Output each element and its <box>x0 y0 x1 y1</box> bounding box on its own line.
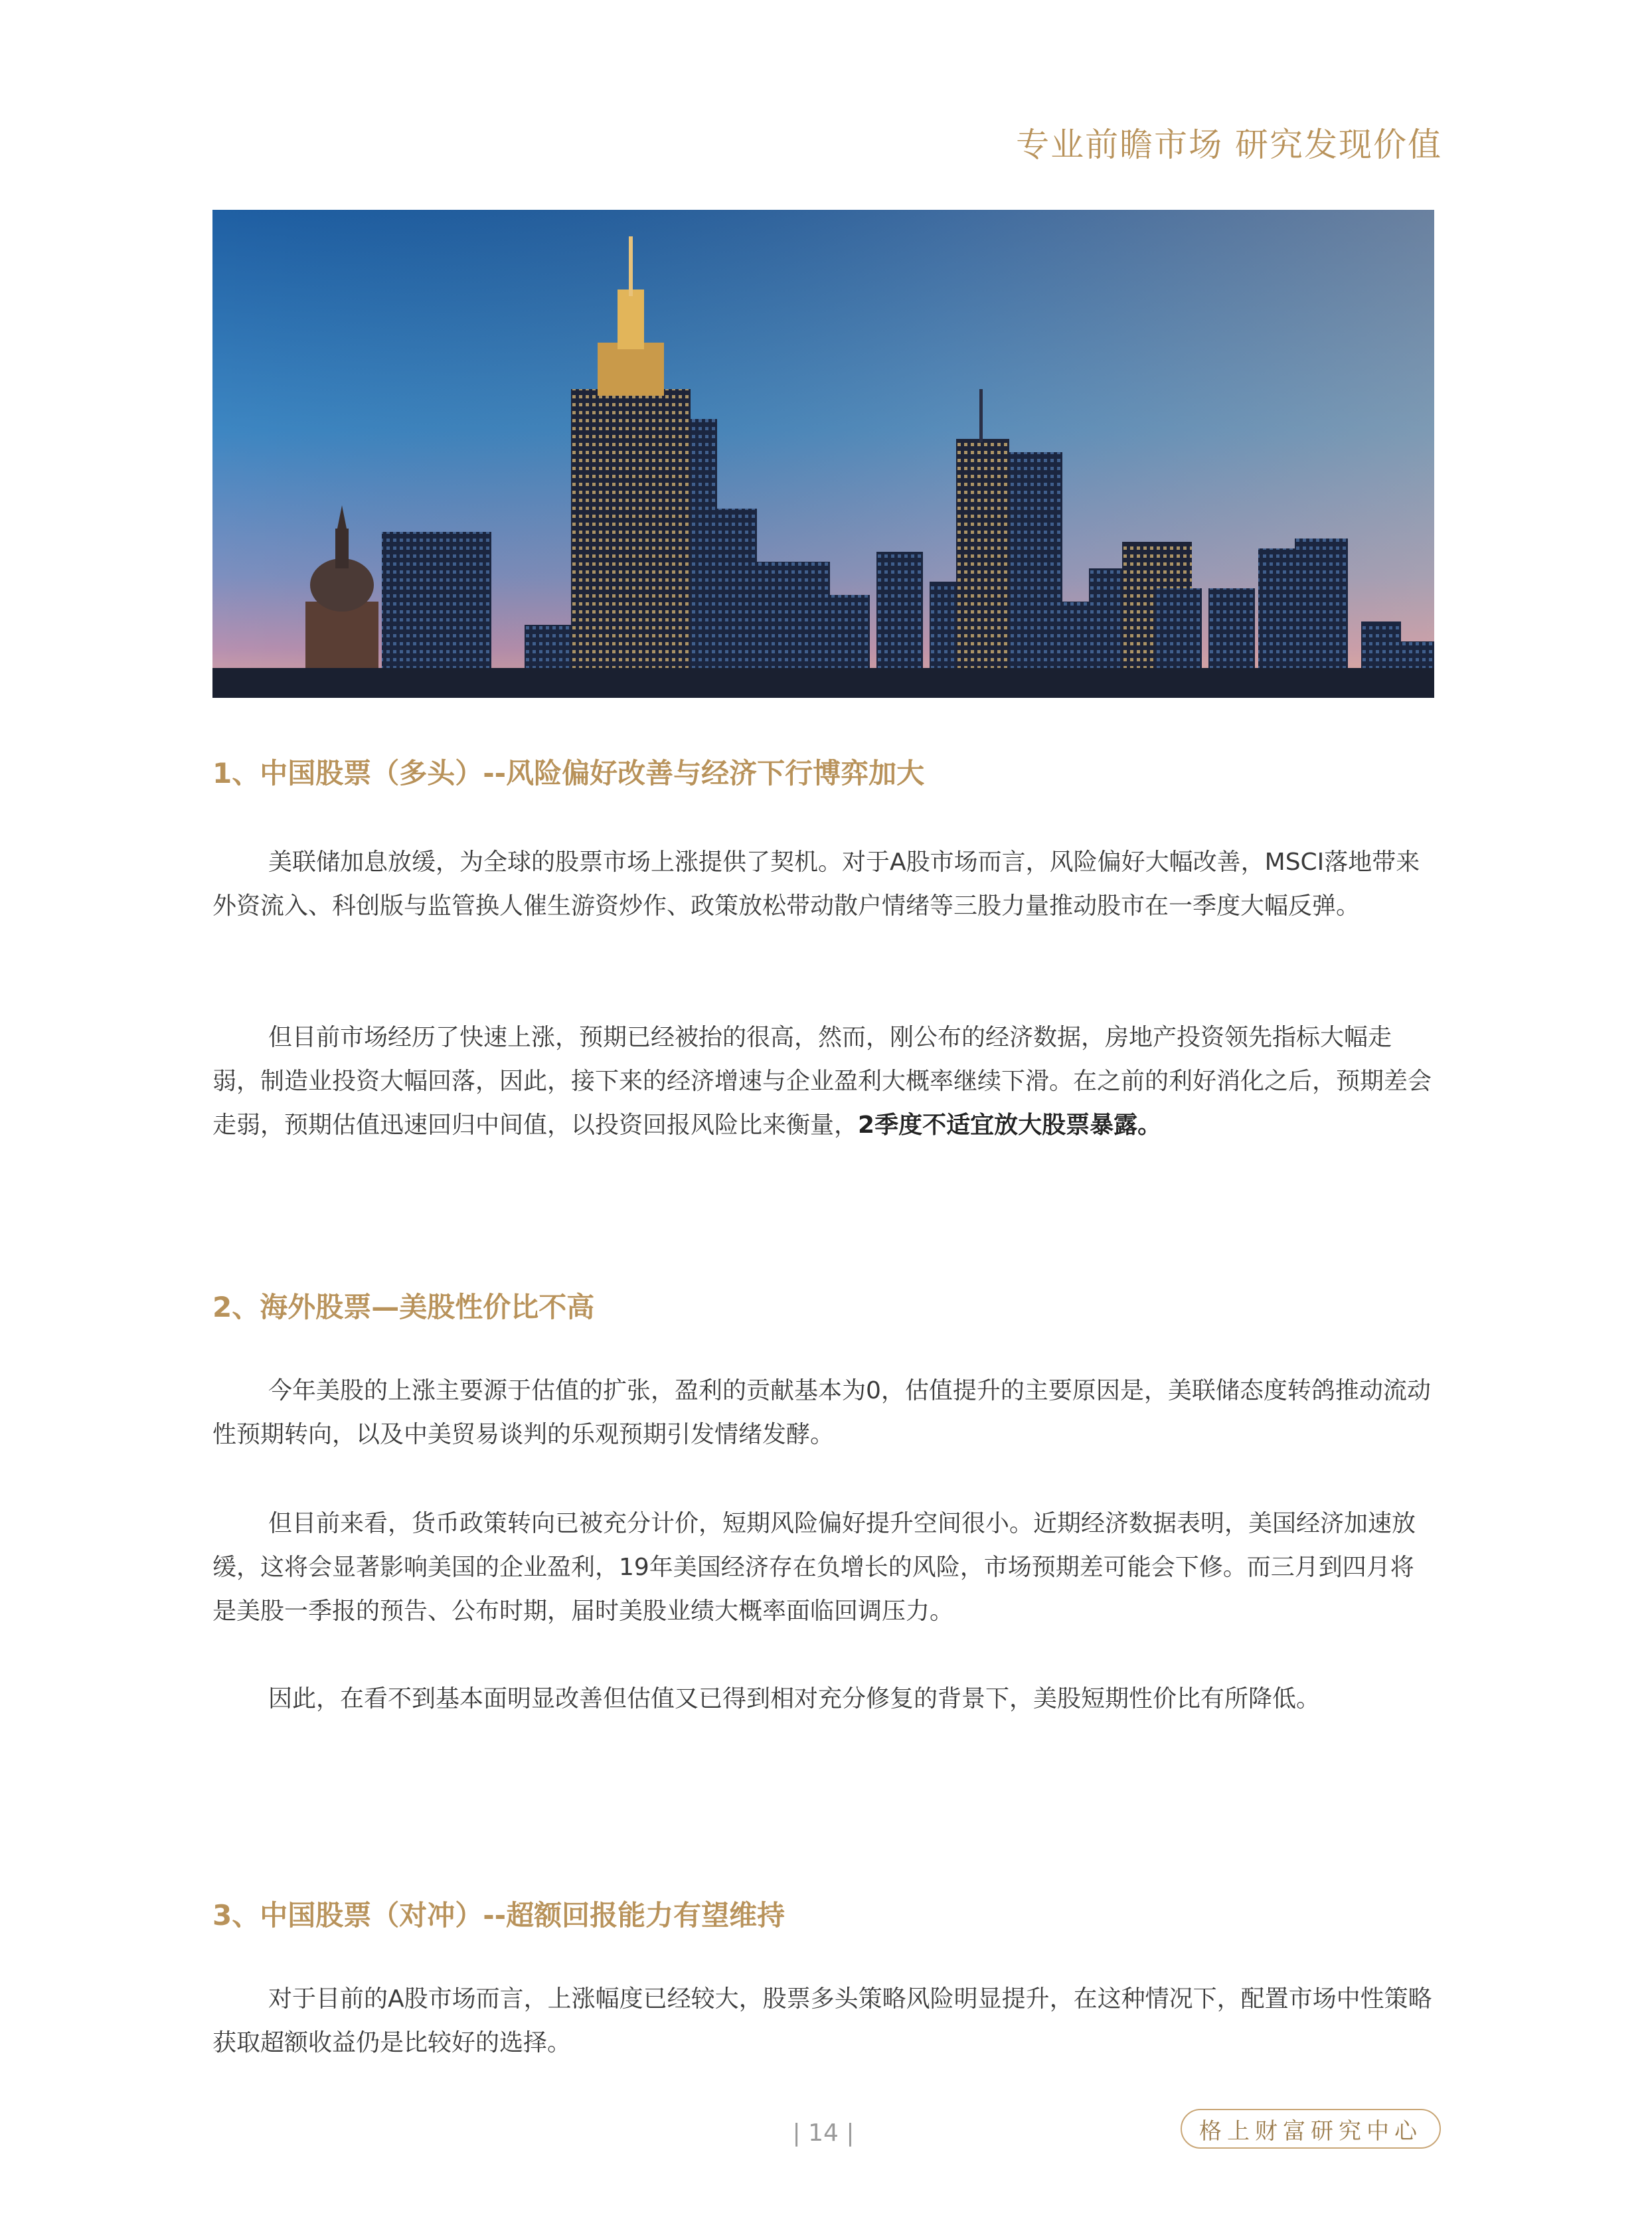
section-title-2: 2、海外股票—美股性价比不高 <box>212 1291 595 1323</box>
section-1-paragraph-2-emphasis: 2季度不适宜放大股票暴露。 <box>858 1112 1162 1139</box>
section-3-paragraph-1: 对于目前的A股市场而言，上涨幅度已经较大，股票多头策略风险明显提升，在这种情况下，配置市场中性策略获取超额收益仍是比较好的选择。 <box>212 1985 1432 2056</box>
section-1-paragraph-2-text: 但目前市场经历了快速上涨，预期已经被抬的很高，然而，刚公布的经济数据，房地产投资领先指标大幅走弱，制造业投资大幅回落，因此，接下来的经济增速与企业盈利大概率继续下滑。在之前的利好消化之后，预期差会走弱，预期估值迅速回归中间值，以投资回报风险比来衡量， <box>212 1024 1432 1139</box>
section-title-3: 3、中国股票（对冲）--超额回报能力有望维持 <box>212 1899 785 1932</box>
hero-skyline-image <box>212 210 1434 698</box>
header-tagline: 专业前瞻市场 研究发现价值 <box>1016 125 1442 164</box>
section-2-paragraph-2: 但目前来看，货币政策转向已被充分计价，短期风险偏好提升空间很小。近期经济数据表明，美国经济加速放缓，这将会显著影响美国的企业盈利，19年美国经济存在负增长的风险，市场预期差可能会下修。而三月到四月将是美股一季报的预告、公布时期，届时美股业绩大概率面临回调压力。 <box>212 1510 1416 1625</box>
skyline-illustration <box>212 210 1434 698</box>
section-1-paragraph-1: 美联储加息放缓，为全球的股票市场上涨提供了契机。对于A股市场而言，风险偏好大幅改善，MSCI落地带来外资流入、科创版与监管换人催生游资炒作、政策放松带动散户情绪等三股力量推动股市在一季度大幅反弹。 <box>212 849 1420 920</box>
section-1-paragraph-2 <box>212 1016 1434 1147</box>
section-title-1: 1、中国股票（多头）--风险偏好改善与经济下行博弈加大 <box>212 757 925 789</box>
page-number: | 14 | <box>792 2119 855 2147</box>
footer-brand-badge: 格上财富研究中心 <box>1181 2109 1441 2149</box>
section-2-paragraph-3: 因此，在看不到基本面明显改善但估值又已得到相对充分修复的背景下，美股短期性价比有所降低。 <box>268 1685 1321 1712</box>
section-2-paragraph-1: 今年美股的上涨主要源于估值的扩张，盈利的贡献基本为0，估值提升的主要原因是，美联储态度转鸽推动流动性预期转向，以及中美贸易谈判的乐观预期引发情绪发酵。 <box>212 1377 1431 1448</box>
